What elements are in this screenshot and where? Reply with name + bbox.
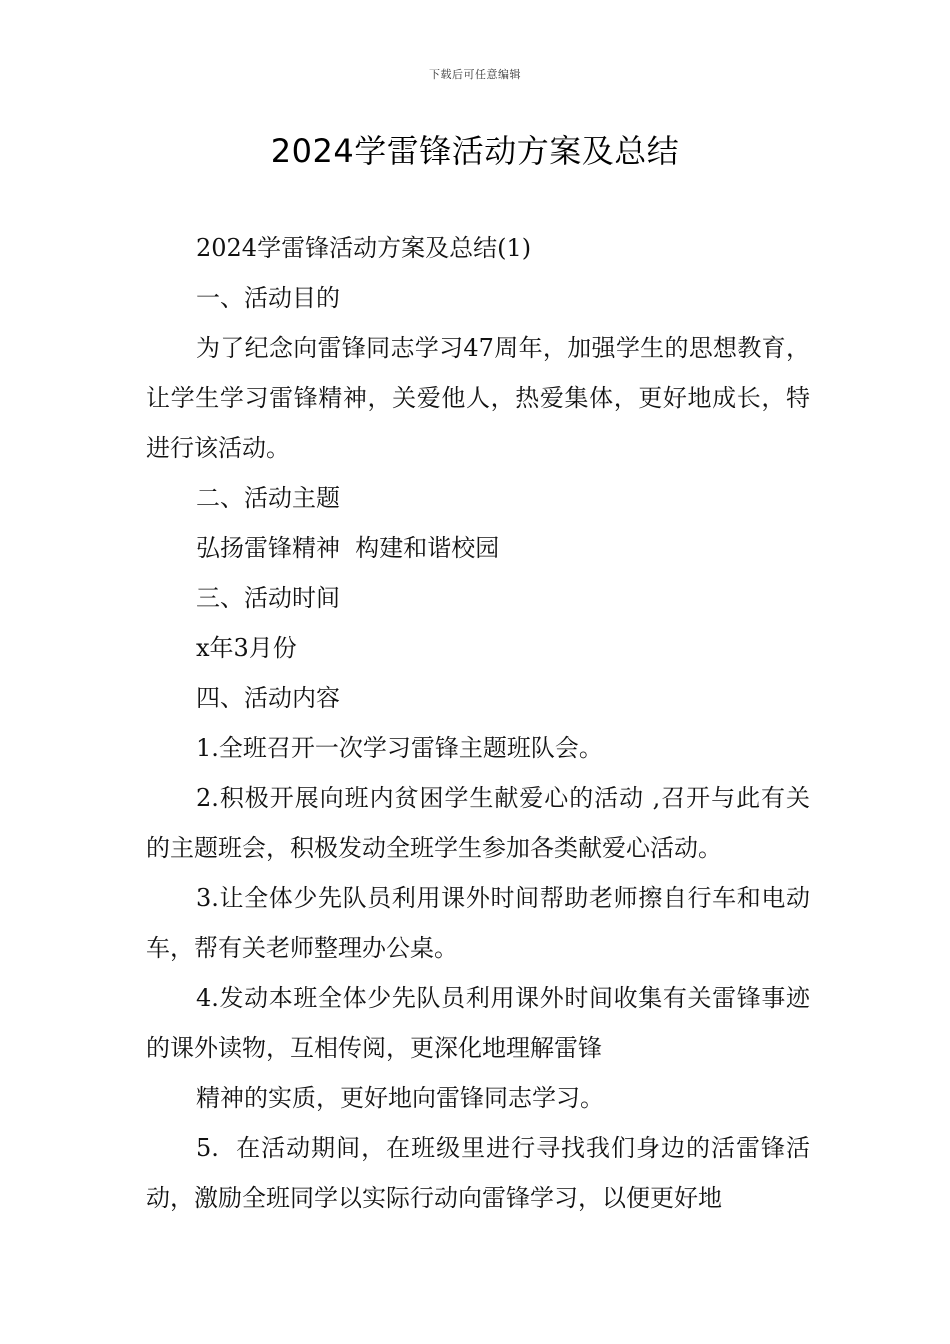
list-item-2: 2.积极开展向班内贫困学生献爱心的活动 ,召开与此有关的主题班会，积极发动全班学生参加各类献爱心活动。 [146,784,810,862]
paragraph-purpose: 为了纪念向雷锋同志学习47周年，加强学生的思想教育，让学生学习雷锋精神，关爱他人，热爱集体，更好地成长，特进行该活动。 [146,334,810,462]
list-item-4-continued: 精神的实质，更好地向雷锋同志学习。 [196,1084,604,1112]
section-heading-theme: 二、活动主题 [196,484,340,512]
section-heading-purpose: 一、活动目的 [196,284,340,312]
document-body [146,223,810,1223]
list-item-1: 1.全班召开一次学习雷锋主题班队会。 [196,734,603,762]
list-item-5: 5. 在活动期间，在班级里进行寻找我们身边的活雷锋活动，激励全班同学以实际行动向雷锋学习，以便更好地 [146,1134,810,1212]
paragraph-time: x年3月份 [196,634,297,662]
paragraph-theme: 弘扬雷锋精神 构建和谐校园 [196,534,500,562]
subtitle-paragraph: 2024学雷锋活动方案及总结(1) [196,234,532,262]
list-item-3: 3.让全体少先队员利用课外时间帮助老师擦自行车和电动车，帮有关老师整理办公桌。 [146,884,810,962]
document-title: 2024学雷锋活动方案及总结 [270,132,680,170]
header-note: 下载后可任意编辑 [429,68,521,81]
section-heading-content: 四、活动内容 [196,684,340,712]
section-heading-time: 三、活动时间 [196,584,340,612]
list-item-4: 4.发动本班全体少先队员利用课外时间收集有关雷锋事迹的课外读物，互相传阅，更深化地理解雷锋 [146,984,810,1062]
